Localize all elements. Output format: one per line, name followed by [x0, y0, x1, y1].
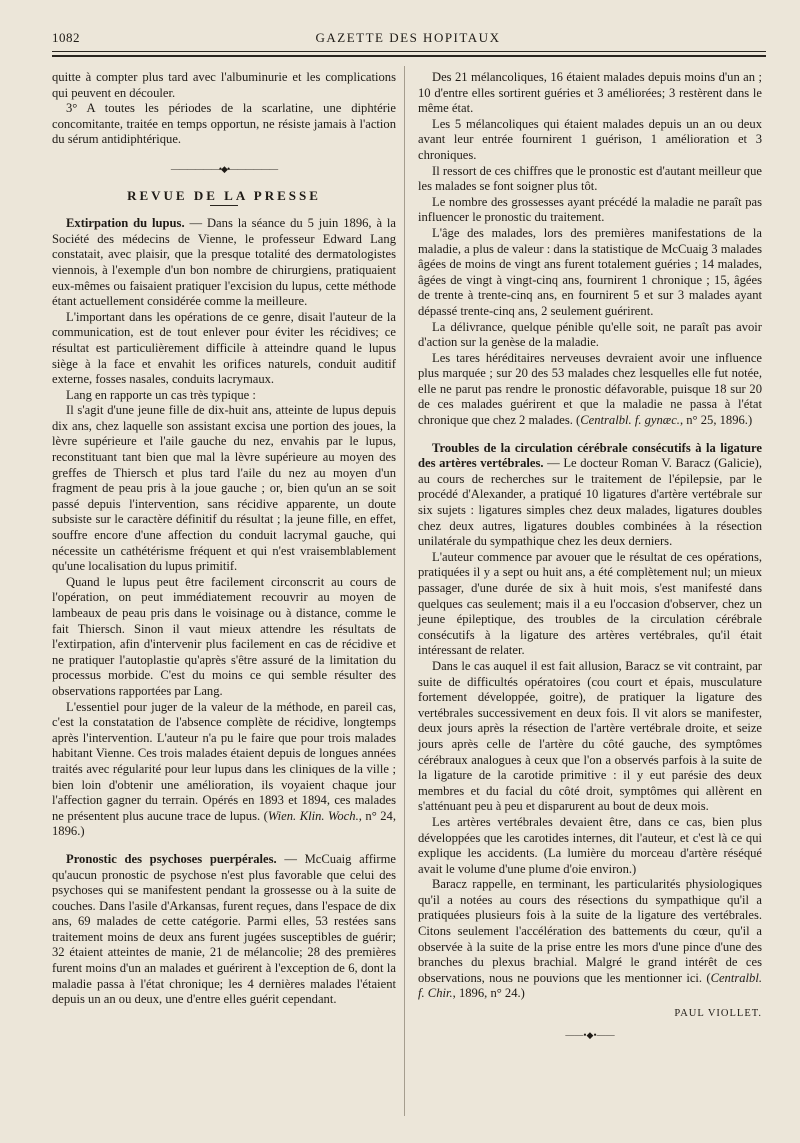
left-column [52, 70, 396, 1008]
page-number: 1082 [52, 30, 80, 45]
paragraph [418, 877, 762, 1002]
paragraph: 3° A toutes les périodes de la scarlatine, une diphtérie concomitante, traitée en temps opportun, ne résiste jamais à l'action du sérum antidiphtérique. [52, 101, 396, 147]
section-rule [210, 205, 238, 206]
article-lupus-intro [52, 216, 396, 310]
paragraph: Les 5 mélancoliques qui étaient malades depuis un an ou deux avant leur entrée fournirent 1 guérison, 1 amélioration et 3 chroniques. [418, 116, 762, 162]
article-text: — McCuaig affirme qu'aucun pronostic de psychose n'est plus favorable que celui des psychoses qui se manifestent pendant la grossesse ou à la suite de couches. Dans l'asile d'Arkansas, furent reçues, dans l'espace de dix ans, 69 malades de cette catégorie. Parmi elles, 53 restées sans traitement moins de deux ans furent jugées susceptibles de guérir; 32 étaient atteintes de manie, 21 de mélancolie; 28 des premières furent moins d'un an malades et guérirent à l'exception de 6, dont la maladie passa à l'état chronique; les 4 dernières malades l'étaient depuis un an ou deux, une d'entre elles guérit cependant. [52, 851, 396, 1007]
section-title: REVUE DE LA PRESSE [127, 187, 321, 203]
citation-end: , n° 24, 1896.) [52, 808, 396, 839]
paragraph: Les artères vertébrales devaient être, dans ce cas, bien plus développées que les carotides internes, dit l'auteur, et c'est là ce qui explique les accidents. (La lumière du morceau d'artère réséqué avait le volume d'une plume d'oie environ.) [418, 814, 762, 876]
paragraph: Le nombre des grossesses ayant précédé la maladie ne paraît pas influencer le pronostic du traitement. [418, 194, 762, 225]
right-column [418, 70, 762, 1043]
end-ornament: ——•◆•—— [565, 1029, 615, 1040]
author-signature: PAUL VIOLLET. [674, 1008, 762, 1020]
paragraph-text: L'essentiel pour juger de la valeur de la méthode, en pareil cas, c'est la constatation de l'absence complète de récidive, longtemps après l'intervention. L'auteur n'a pu le faire que pour trois malades habitant Vienne. Ces trois malades étaient depuis de longues années traités avec régularité pour leur lupus dans les cliniques de la ville ; bien loin d'obtenir une amélioration, ils voyaient chaque jour l'affection gagner du terrain. Opérés en 1893 et 1894, ces malades ne présentent plus aucune trace de lupus. ( [52, 699, 396, 823]
paragraph-text: Baracz rappelle, en terminant, les particularités physiologiques qu'il a notées au cours des résections du sympathique qu'il a pratiquées plusieurs fois à la suite de la ligature des vertébrales. Citons seulement l'accélération des battements du cœur, qu'il a observée à la suite de la prise entre les mors d'une pince d'une des branches du plexus brachial. Malgré le grand intérêt de ces observations, nous ne pouvions que les mentionner ici. ( [418, 877, 762, 985]
running-title: GAZETTE DES HOPITAUX [315, 30, 501, 45]
header-rule-thick [52, 55, 766, 57]
citation-end: , n° 25, 1896.) [679, 413, 753, 428]
paragraph: Il s'agit d'une jeune fille de dix-huit ans, atteinte de lupus depuis dix ans, chez laquelle son assistant excisa une portion des joues, la lèvre supérieure et l'aile gauche du nez, envahis par le lupus, reconstituant tant bien que mal la lèvre supérieure au moyen des greffes de Thiersch et plus tard l'aile du nez au moyen d'un fragment de peau pris à la joue gauche ; or, bien qu'un an se soit passé depuis l'intervention, sans récidive apparente, un doute subsiste sur le caractère définitif du résultat ; la jeune fille, en effet, souffre encore d'une affection du conduit lacrymal gauche, qui nécessite un cathétérisme fréquent et qui n'est vraisemblablement qu'une localisation du lupus primitif. [52, 403, 396, 574]
paragraph [418, 351, 762, 429]
article-title: Extirpation du lupus. [66, 216, 185, 231]
article-title: Troubles de la circulation cérébrale consécutifs à la ligature des artères vertébrales. [418, 440, 762, 471]
paragraph: L'auteur commence par avouer que le résultat de ces opérations, pratiquées il y a sept ou huit ans, a été complètement nul; un mieux passager, d'une durée de six à huit mois, s'est manifesté dans quelques cas seulement; mais il a eu l'occasion d'observer, chez un jeune épileptique, des troubles de la circulation cérébrale consécutifs à la ligature des artères vertébrales, qu'il était intéressant de relater. [418, 549, 762, 658]
paragraph [52, 700, 396, 840]
paragraph: L'âge des malades, lors des premières manifestations de la maladie, a plus de valeur : dans la statistique de McCuaig 3 malades âgées de moins de vingt ans furent totalement guéries ; 14 malades, âgées de vingt à vingt-cinq ans, fournirent 1 chronique ; 15, âgées de trente à trente-cinq ans, en fournirent 5 et sur 3 malades ayant dépassé trente-cinq ans, 2 seulement guérirent. [418, 225, 762, 318]
paragraph: Lang en rapporte un cas très typique : [66, 387, 256, 402]
article-title: Pronostic des psychoses puerpérales. [66, 851, 277, 866]
paragraph: Il ressort de ces chiffres que le pronostic est d'autant meilleur que les malades se font soigner plus tôt. [418, 163, 762, 194]
page-header [52, 30, 764, 52]
paragraph: Dans le cas auquel il est fait allusion, Baracz se vit contraint, par suite de difficultés opératoires (cou court et épais, musculature fortement développée, goitre), de pratiquer la ligature des vertébrales successivement en deux fois. Il vit alors se manifester, deux jours après la résection de l'artère vertébrale droite, et seize jours après celle de l'artère du côté gauche, des symptômes cérébraux analogues à ceux que l'on a observés parfois à la suite de la ligature de la carotide primitive : il y eut parésie des deux membres et du facial du côté droit, symptômes qui allèrent en s'atténuant peu à peu et disparurent au bout de deux mois. [418, 658, 762, 814]
citation: Centralbl. f. gynæc. [580, 413, 680, 428]
article-circulation-intro [418, 441, 762, 550]
article-psychoses-intro [52, 852, 396, 1008]
divider-ornament: ——————•◆•—————— [170, 163, 278, 174]
article-text: — Dans la séance du 5 juin 1896, à la Société des médecins de Vienne, le professeur Edward Lang constatait, avec plaisir, que la presque totalité des dermatologistes viennois, à l'exemple d'un bon nombre de chirurgiens, pratiquaient eux-mêmes ou faisaient pratiquer l'excision du lupus, cette méthode étant actuellement considérée comme la meilleure. [52, 216, 397, 309]
paragraph: Des 21 mélancoliques, 16 étaient malades depuis moins d'un an ; 10 d'entre elles sortirent guéries et 3 améliorées; 3 restèrent dans le même état. [418, 70, 762, 116]
paragraph: L'important dans les opérations de ce genre, disait l'auteur de la communication, est de tout enlever pour éviter les récidives; ce résultat est particulièrement difficile à atteindre quand le lupus siège à la face et envahit les orifices naturels, conduit auditif externe, fosses nasales, conduits lacrymaux. [52, 309, 396, 387]
header-rule [52, 51, 766, 52]
column-divider [404, 66, 405, 1116]
citation: Wien. Klin. Woch. [267, 808, 359, 823]
citation: Centralbl. f. Chir. [418, 970, 762, 1001]
paragraph: La délivrance, quelque pénible qu'elle soit, ne paraît pas avoir d'action sur la genèse de la maladie. [418, 319, 762, 350]
paragraph: quitte à compter plus tard avec l'albuminurie et les complications qui peuvent en découler. [52, 70, 396, 100]
paragraph-text: Les tares héréditaires nerveuses devraient avoir une influence plus marquée ; sur 20 des 53 malades chez lesquelles elle fut notée, elle ne parut pas rendre le pronostic défavorable, puisque 18 sur 20 de ces malades guérirent et que la maladie ne passa à l'état chronique que chez 2 malades. ( [418, 350, 762, 428]
article-text: — Le docteur Roman V. Baracz (Galicie), au cours de recherches sur le traitement de l'épilepsie, par le procédé d'Alexander, a pratiqué 10 ligatures d'artère vertébrale sur six sujets : ligatures simples chez deux malades, ligatures doubles chez deux autres, ligatures doubles combinées à la résection unilatérale du sympathique chez les deux derniers. [418, 456, 762, 549]
paragraph: Quand le lupus peut être facilement circonscrit au cours de l'opération, on peut immédiatement recouvrir au moyen de lambeaux de peau pris dans le voisinage ou à distance, comme le fait Thiersch. Sinon il vaut mieux attendre les résultats de l'extirpation, afin d'intervenir plus facilement en cas de récidive et ne pratiquer l'autoplastie qu'après s'être assuré de la limitation du processus morbide. C'est du moins ce qui semble résulter des observations rapportées par Lang. [52, 574, 396, 698]
citation-end: , 1896, n° 24.) [452, 986, 525, 1001]
